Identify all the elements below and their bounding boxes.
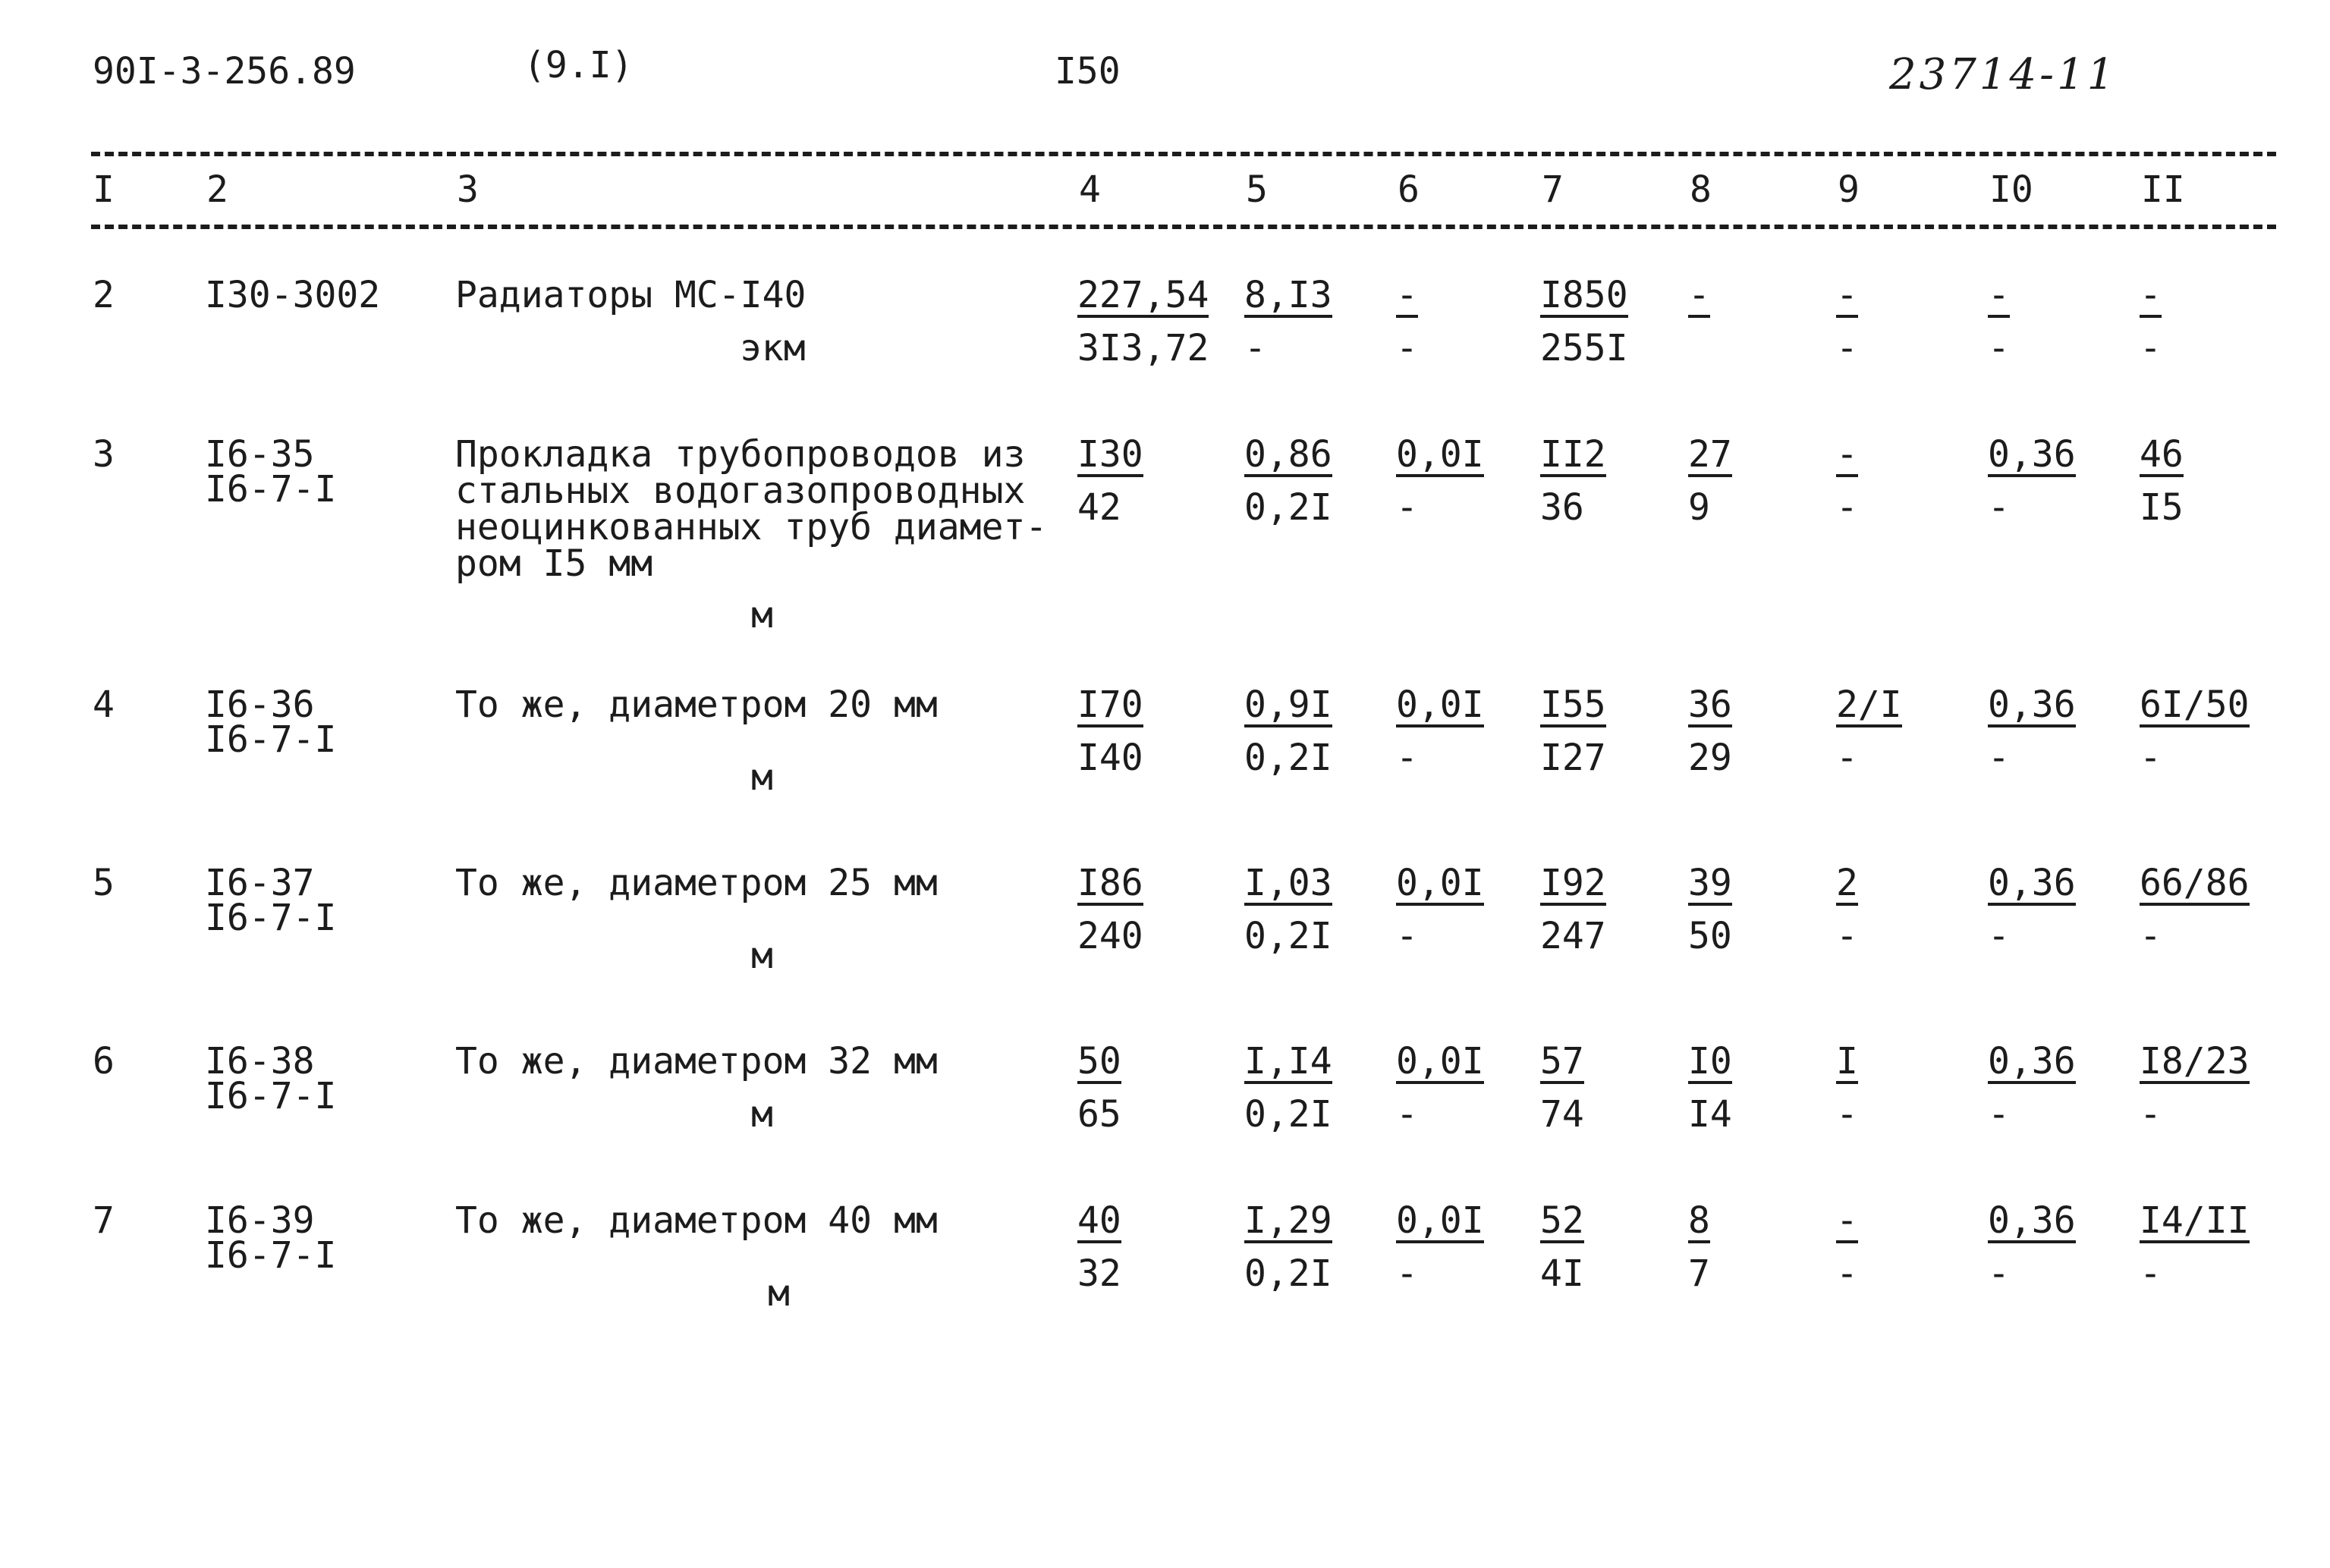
- cell-value-bottom: -: [1396, 486, 1418, 529]
- cell-value-top: -: [1688, 274, 1710, 316]
- cell-value-top: 227,54: [1077, 274, 1209, 316]
- cell-value-bottom: -: [2140, 1093, 2162, 1136]
- cell-value-top: -: [1836, 433, 1858, 476]
- cell-value-top: I,29: [1244, 1199, 1332, 1242]
- cell-value-top: 36: [1688, 683, 1732, 726]
- cell-value-bottom: -: [2140, 737, 2162, 779]
- cell-value-top: -: [1836, 274, 1858, 316]
- cell-value-top: I4/II: [2140, 1199, 2250, 1242]
- cell-value-top: 6I/50: [2140, 683, 2250, 726]
- row-number: 5: [93, 862, 115, 904]
- cell-value-bottom: -: [1396, 1093, 1418, 1136]
- cell-value-bottom: 247: [1540, 915, 1606, 957]
- unit-of-measure: м: [751, 756, 773, 799]
- row-number: 2: [93, 274, 115, 316]
- work-description: ром I5 мм: [455, 542, 653, 585]
- row-number: 4: [93, 683, 115, 726]
- row-number: 3: [93, 433, 115, 476]
- cell-value-bottom: 3I3,72: [1077, 327, 1209, 369]
- archive-stamp: 23714-11: [1889, 50, 2118, 99]
- header-top-rule: [91, 152, 2276, 156]
- cell-value-bottom: 65: [1077, 1093, 1121, 1136]
- rate-code: I6-38: [205, 1040, 315, 1083]
- column-header-7: 7: [1542, 168, 1564, 211]
- rate-code: I6-7-I: [205, 897, 337, 939]
- header-bottom-rule: [91, 225, 2276, 229]
- cell-value-top: I: [1836, 1040, 1858, 1083]
- column-header-9: 9: [1838, 168, 1860, 211]
- cell-value-top: 27: [1688, 433, 1732, 476]
- cell-value-bottom: -: [1396, 327, 1418, 369]
- cell-value-top: 0,0I: [1396, 433, 1484, 476]
- cell-value-top: I70: [1077, 683, 1143, 726]
- cell-value-top: 57: [1540, 1040, 1584, 1083]
- cell-value-bottom: 0,2I: [1244, 1252, 1332, 1295]
- cell-value-top: 8: [1688, 1199, 1710, 1242]
- cell-value-bottom: 0,2I: [1244, 1093, 1332, 1136]
- cell-value-bottom: 0,2I: [1244, 737, 1332, 779]
- cell-value-bottom: -: [1836, 327, 1858, 369]
- cell-value-top: 40: [1077, 1199, 1121, 1242]
- cell-value-bottom: -: [1836, 1252, 1858, 1295]
- cell-value-top: 0,9I: [1244, 683, 1332, 726]
- cell-value-bottom: -: [1836, 486, 1858, 529]
- cell-value-bottom: -: [1988, 1093, 2010, 1136]
- cell-value-top: 0,0I: [1396, 1199, 1484, 1242]
- cell-value-top: II2: [1540, 433, 1606, 476]
- rate-code: I6-35: [205, 433, 315, 476]
- rate-code: I6-36: [205, 683, 315, 726]
- cell-value-bottom: 240: [1077, 915, 1143, 957]
- cell-value-bottom: -: [1396, 737, 1418, 779]
- cell-value-bottom: -: [1988, 915, 2010, 957]
- cell-value-top: 0,36: [1988, 433, 2076, 476]
- cell-value-top: I86: [1077, 862, 1143, 904]
- work-description: Радиаторы МС-I40: [455, 274, 807, 316]
- cell-value-bottom: -: [2140, 1252, 2162, 1295]
- cell-value-top: 66/86: [2140, 862, 2250, 904]
- cell-value-top: 2/I: [1836, 683, 1902, 726]
- cell-value-top: I8/23: [2140, 1040, 2250, 1083]
- cell-value-top: -: [1988, 274, 2010, 316]
- cell-value-top: 0,36: [1988, 1040, 2076, 1083]
- cell-value-top: 0,36: [1988, 862, 2076, 904]
- row-number: 7: [93, 1199, 115, 1242]
- rate-code: I6-39: [205, 1199, 315, 1242]
- cell-value-top: -: [1396, 274, 1418, 316]
- work-description: То же, диаметром 32 мм: [455, 1040, 938, 1083]
- rate-code: I30-3002: [205, 274, 381, 316]
- rate-code: I6-7-I: [205, 468, 337, 511]
- cell-value-bottom: -: [1836, 1093, 1858, 1136]
- column-header-11: II: [2141, 168, 2185, 211]
- cell-value-bottom: -: [1988, 327, 2010, 369]
- unit-of-measure: м: [768, 1272, 790, 1315]
- cell-value-bottom: I4: [1688, 1093, 1732, 1136]
- cell-value-bottom: -: [1396, 915, 1418, 957]
- cell-value-top: 0,36: [1988, 683, 2076, 726]
- column-header-8: 8: [1690, 168, 1712, 211]
- cell-value-top: I,I4: [1244, 1040, 1332, 1083]
- cell-value-top: 50: [1077, 1040, 1121, 1083]
- cell-value-top: I0: [1688, 1040, 1732, 1083]
- cell-value-bottom: 4I: [1540, 1252, 1584, 1295]
- rate-code: I6-7-I: [205, 1075, 337, 1117]
- cell-value-bottom: -: [1396, 1252, 1418, 1295]
- cell-value-top: I55: [1540, 683, 1606, 726]
- cell-value-bottom: 32: [1077, 1252, 1121, 1295]
- cell-value-bottom: 29: [1688, 737, 1732, 779]
- cell-value-bottom: 42: [1077, 486, 1121, 529]
- work-description: стальных водогазопроводных: [455, 470, 1026, 512]
- unit-of-measure: м: [751, 594, 773, 636]
- cell-value-top: 52: [1540, 1199, 1584, 1242]
- row-number: 6: [93, 1040, 115, 1083]
- unit-of-measure: м: [751, 935, 773, 977]
- cell-value-bottom: -: [1988, 486, 2010, 529]
- cell-value-top: 0,86: [1244, 433, 1332, 476]
- cell-value-bottom: 74: [1540, 1093, 1584, 1136]
- work-description: То же, диаметром 25 мм: [455, 862, 938, 904]
- cell-value-top: 0,36: [1988, 1199, 2076, 1242]
- column-header-2: 2: [206, 168, 228, 211]
- cell-value-top: 8,I3: [1244, 274, 1332, 316]
- cell-value-bottom: -: [1988, 1252, 2010, 1295]
- cell-value-bottom: 7: [1688, 1252, 1710, 1295]
- column-header-3: 3: [457, 168, 479, 211]
- cell-value-top: I,03: [1244, 862, 1332, 904]
- cell-value-bottom: 36: [1540, 486, 1584, 529]
- cell-value-bottom: -: [1836, 915, 1858, 957]
- work-description: Прокладка трубопроводов из: [455, 433, 1026, 476]
- cell-value-bottom: -: [1988, 737, 2010, 779]
- cell-value-bottom: -: [2140, 327, 2162, 369]
- column-header-6: 6: [1398, 168, 1420, 211]
- cell-value-bottom: I27: [1540, 737, 1606, 779]
- rate-code: I6-37: [205, 862, 315, 904]
- cell-value-bottom: 255I: [1540, 327, 1628, 369]
- column-header-4: 4: [1079, 168, 1101, 211]
- column-header-10: I0: [1989, 168, 2033, 211]
- cell-value-top: 2: [1836, 862, 1858, 904]
- cell-value-top: -: [2140, 274, 2162, 316]
- cell-value-top: 0,0I: [1396, 862, 1484, 904]
- cell-value-top: 0,0I: [1396, 1040, 1484, 1083]
- column-header-5: 5: [1246, 168, 1268, 211]
- cell-value-bottom: 0,2I: [1244, 915, 1332, 957]
- cell-value-bottom: 9: [1688, 486, 1710, 529]
- cell-value-top: I850: [1540, 274, 1628, 316]
- doc-code: 90I-3-256.89: [93, 50, 356, 93]
- cell-value-top: -: [1836, 1199, 1858, 1242]
- cell-value-bottom: -: [1244, 327, 1266, 369]
- cell-value-bottom: -: [1836, 737, 1858, 779]
- cell-value-top: I92: [1540, 862, 1606, 904]
- rate-code: I6-7-I: [205, 718, 337, 761]
- work-description: неоцинкованных труб диамет-: [455, 506, 1048, 548]
- cell-value-top: 39: [1688, 862, 1732, 904]
- section-number: (9.I): [524, 44, 634, 86]
- cell-value-top: 0,0I: [1396, 683, 1484, 726]
- cell-value-top: I30: [1077, 433, 1143, 476]
- cell-value-bottom: 50: [1688, 915, 1732, 957]
- cell-value-bottom: 0,2I: [1244, 486, 1332, 529]
- rate-code: I6-7-I: [205, 1234, 337, 1277]
- page-number: I50: [1055, 50, 1121, 93]
- cell-value-bottom: -: [2140, 915, 2162, 957]
- work-description: То же, диаметром 40 мм: [455, 1199, 938, 1242]
- cell-value-top: 46: [2140, 433, 2184, 476]
- column-header-1: I: [93, 168, 115, 211]
- unit-of-measure: м: [751, 1093, 773, 1136]
- unit-of-measure: экм: [740, 327, 806, 369]
- work-description: То же, диаметром 20 мм: [455, 683, 938, 726]
- cell-value-bottom: I40: [1077, 737, 1143, 779]
- cell-value-bottom: I5: [2140, 486, 2184, 529]
